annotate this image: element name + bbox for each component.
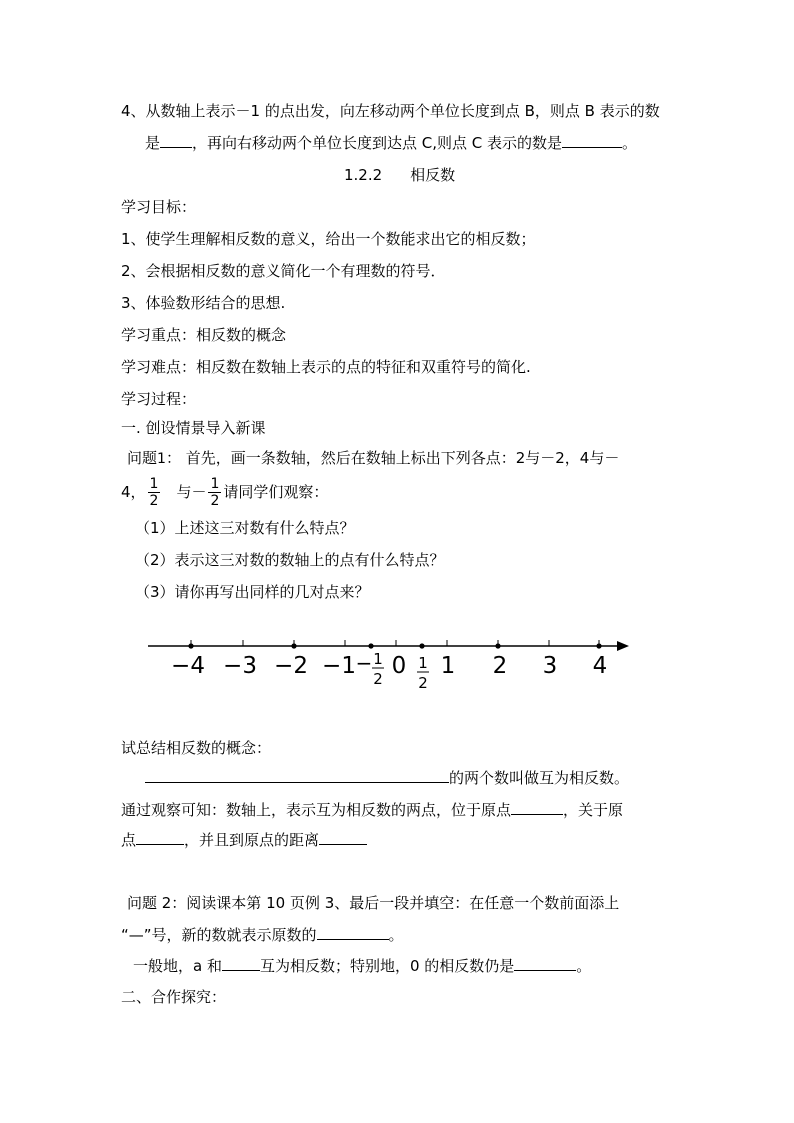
definition-blank[interactable] [145, 768, 449, 783]
q4-line2-a: 是 [145, 134, 161, 152]
part1-heading: 一. 创设情景导入新课 [121, 419, 266, 437]
definition-line [145, 768, 629, 788]
observe-text: 请同学们观察： [223, 483, 329, 501]
observation-line2 [121, 830, 367, 850]
q2-text: 。 [388, 926, 404, 944]
q2-line2 [121, 925, 404, 945]
goals-heading: 学习目标： [121, 198, 197, 216]
summary-heading: 试总结相反数的概念： [121, 739, 272, 757]
q1-text: ： 首先，画一条数轴，然后在数轴上标出下列各点： [165, 449, 516, 467]
point-neg-half [368, 643, 373, 648]
q1-line2 [121, 472, 328, 512]
label-3: 3 [542, 653, 558, 679]
point-neg2 [291, 643, 296, 648]
label-neg2: −2 [274, 653, 308, 679]
axis-arrow [617, 641, 629, 651]
section-number: 1.2.2 [344, 166, 383, 184]
q1-label: 问题 [127, 449, 158, 467]
answer-blank[interactable] [317, 925, 389, 940]
part2-heading: 二、合作探究： [121, 988, 227, 1006]
answer-blank[interactable] [319, 830, 367, 845]
neg-half-num: 1 [373, 650, 383, 668]
goal-item: 3、体验数形结合的思想. [121, 294, 286, 312]
answer-blank[interactable] [222, 956, 260, 971]
section-name: 相反数 [410, 166, 456, 184]
observation-text: 通过观察可知：数轴上，表示互为相反数的两点，位于原点 [121, 801, 512, 819]
q2-line1: 问题 2：阅读课本第 10 页例 3、最后一段并填空：在任意一个数前面添上 [127, 894, 620, 912]
process-heading: 学习过程： [121, 390, 197, 408]
q4-line2-end: 。 [622, 134, 638, 152]
answer-blank[interactable] [511, 800, 563, 815]
point-neg4 [188, 643, 193, 648]
fraction-half-neg: $\frac{1}{2}$ [210, 476, 220, 509]
label-4: 4 [592, 653, 608, 679]
sub-question: （3）请你再写出同样的几对点来？ [135, 583, 370, 601]
with-neg: 与－ [176, 483, 207, 501]
q2-text: 一般地，a 和 [133, 957, 222, 975]
answer-blank[interactable] [514, 956, 576, 971]
neg-half-den: 2 [373, 670, 383, 688]
half-den: 2 [418, 674, 428, 692]
answer-blank-b[interactable] [160, 133, 192, 148]
label-neg3: −3 [223, 653, 257, 679]
sub-question: （1）上述这三对数有什么特点？ [135, 519, 355, 537]
q2-text: “—”号，新的数就表示原数的 [121, 926, 317, 944]
q1-number: 1 [157, 451, 166, 467]
q2-text: 互为相反数；特别地，0 的相反数仍是 [259, 957, 515, 975]
label-neg-half [356, 650, 384, 688]
observation-text: ，关于原 [563, 801, 624, 819]
section-title [344, 165, 455, 185]
label-half [417, 654, 429, 692]
focus-line: 学习重点：相反数的概念 [121, 326, 287, 344]
label-neg4: −4 [171, 653, 205, 679]
q4-line1: 4、从数轴上表示－1 的点出发，向左移动两个单位长度到点 B，则点 B 表示的数 [121, 102, 660, 120]
ticks [191, 640, 599, 646]
label-0: 0 [391, 653, 407, 679]
goal-item: 2、会根据相反数的意义简化一个有理数的符号． [121, 262, 446, 280]
point-2 [495, 643, 500, 648]
observation-text: ，并且到原点的距离 [184, 831, 320, 849]
label-neg1: −1 [322, 653, 356, 679]
answer-blank[interactable] [136, 830, 184, 845]
difficulty-line: 学习难点：相反数在数轴上表示的点的特征和双重符号的简化. [121, 358, 531, 376]
sub-question: （2）表示这三对数的数轴上的点有什么特点？ [135, 551, 445, 569]
answer-blank-c[interactable] [562, 133, 622, 148]
q2-text: 。 [576, 957, 592, 975]
observation-line1 [121, 800, 623, 820]
goal-item: 1、使学生理解相反数的意义，给出一个数能求出它的相反数； [121, 230, 536, 248]
half-num: 1 [418, 654, 428, 672]
q1-pairs: 2与－2，4与－ [515, 449, 620, 467]
point-4 [596, 643, 601, 648]
definition-tail: 的两个数叫做互为相反数。 [449, 769, 630, 787]
neg-half-sign: − [355, 651, 373, 675]
label-1: 1 [440, 653, 456, 679]
fraction-half: $\frac{1}{2}$ [149, 476, 159, 509]
q1-line2-start: 4， [121, 483, 146, 501]
point-half [419, 643, 424, 648]
number-line [0, 620, 794, 700]
q4-line2 [145, 133, 637, 153]
q4-line2-b: ，再向右移动两个单位长度到达点 C,则点 C 表示的数是 [192, 134, 563, 152]
label-2: 2 [492, 653, 508, 679]
q2-line3 [133, 956, 591, 976]
q1-line1 [127, 448, 619, 469]
observation-text: 点 [121, 831, 137, 849]
